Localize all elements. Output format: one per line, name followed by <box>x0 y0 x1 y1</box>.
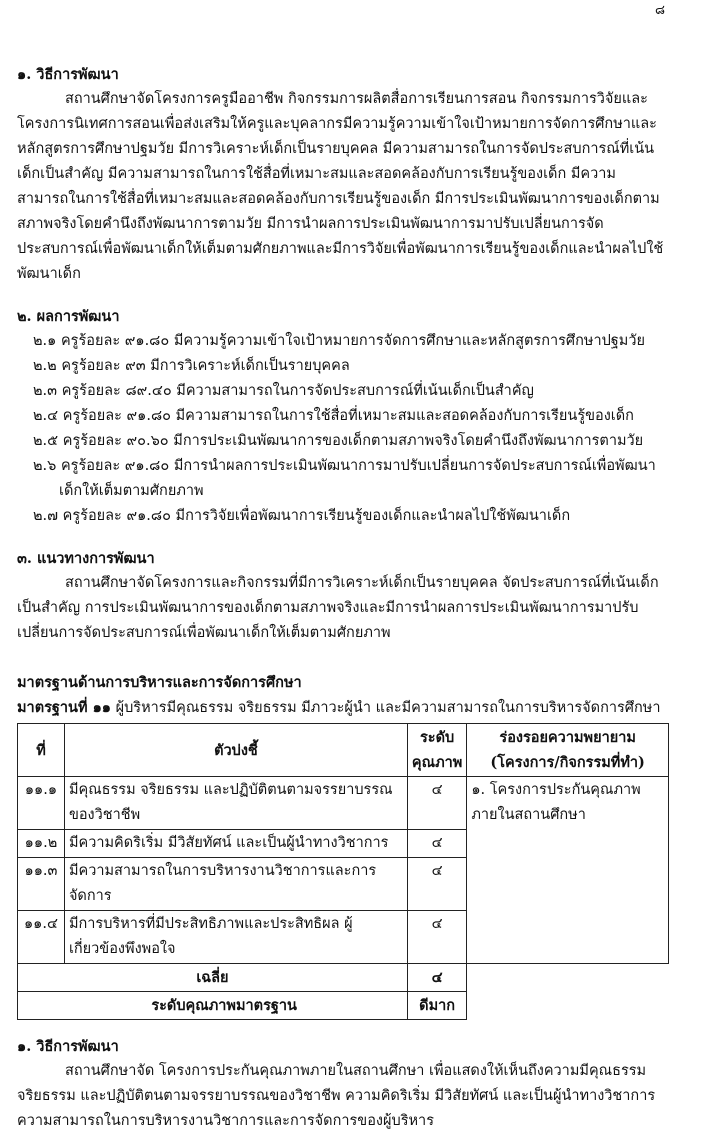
indicator-level: ๔ <box>407 830 466 858</box>
header-evidence: ร่องรอยความพยายาม (โครงการ/กิจกรรมที่ทำ) <box>467 724 669 777</box>
indicator-text: มีความสามารถในการบริหารงานวิชาการและการจัดการ <box>64 858 407 911</box>
standard-statement <box>17 695 667 721</box>
indicator-number: ๑๑.๑ <box>18 777 65 830</box>
header-indicator: ตัวบ่งชี้ <box>64 724 407 777</box>
section-paragraph: สถานศึกษาจัด โครงการประกันคุณภาพภายในสถานศึกษา เพื่อแสดงให้เห็นถึงความมีคุณธรรม จริยธรรม และปฏิบัติตนตามจรรยาบรรณของวิชาชีพ ความคิดริเริ่ม มีวิสัยทัศน์ และเป็นผู้นำทางวิชาการ ความสามารถในการบริหารงานวิชาการและการจัดการของผู้บริหาร <box>17 1063 656 1129</box>
indicator-number: ๑๑.๔ <box>18 911 65 964</box>
list-item: ๒.๓ ครูร้อยละ ๘๙.๔๐ มีความสามารถในการจัดประสบการณ์ที่เน้นเด็กเป็นสำคัญ <box>33 383 534 399</box>
indicator-text: มีการบริหารที่มีประสิทธิภาพและประสิทธิผล ผู้เกี่ยวข้องพึงพอใจ <box>64 911 407 964</box>
standard-table <box>17 723 669 1020</box>
average-label: เฉลี่ย <box>18 964 408 992</box>
indicator-level: ๔ <box>407 858 466 911</box>
list-item: ๒.๑ ครูร้อยละ ๙๑.๘๐ มีความรู้ความเข้าใจเป้าหมายการจัดการศึกษาและหลักสูตรการศึกษาปฐมวัย <box>33 333 646 349</box>
indicator-level: ๔ <box>407 777 466 830</box>
list-item: ๒.๒ ครูร้อยละ ๙๓ มีการวิเคราะห์เด็กเป็นรายบุคคล <box>33 358 350 374</box>
standard-label: มาตรฐานที่ ๑๑ <box>17 699 111 716</box>
section-heading: ๑. วิธีการพัฒนา <box>17 66 119 83</box>
indicator-level: ๔ <box>407 911 466 964</box>
development-method-section <box>17 62 667 287</box>
document-body <box>17 62 667 1134</box>
page-number: ๘ <box>654 3 665 18</box>
indicator-number: ๑๑.๒ <box>18 830 65 858</box>
standard-group-title: มาตรฐานด้านการบริหารและการจัดการศึกษา <box>17 674 302 691</box>
development-guideline-section <box>17 546 667 646</box>
header-level: ระดับคุณภาพ <box>407 724 466 777</box>
development-method-section-2 <box>17 1034 667 1134</box>
evidence-cell: ๑. โครงการประกันคุณภาพภายในสถานศึกษา <box>467 777 669 964</box>
quality-value: ดีมาก <box>407 992 466 1020</box>
section-paragraph: สถานศึกษาจัดโครงการครูมืออาชีพ กิจกรรมการผลิตสื่อการเรียนการสอน กิจกรรมการวิจัยและโครงการนิเทศการสอนเพื่อส่งเสริมให้ครูและบุคลากรมีความรู้ความเข้าใจเป้าหมายการจัดการศึกษาและหลักสูตรการศึกษาปฐมวัย มีการวิเคราะห์เด็กเป็นรายบุคคล มีความสามารถในการจัดประสบการณ์ที่เน้นเด็กเป็นสำคัญ มีความสามารถในการใช้สื่อที่เหมาะสมและสอดคล้องกับการเรียนรู้ของเด็ก มีความสามารถในการใช้สื่อที่เหมาะสมและสอดคล้องกับการเรียนรู้ของเด็ก มีการประเมินพัฒนาการของเด็กตามสภาพจริงโดยคำนึงถึงพัฒนาการตามวัย มีการนำผลการประเมินพัฒนาการมาปรับเปลี่ยนการจัดประสบการณ์เพื่อพัฒนาเด็กให้เต็มตามศักยภาพและมีการวิจัยเพื่อพัฒนาการเรียนรู้ของเด็กและนำผลไปใช้พัฒนาเด็ก <box>17 91 664 282</box>
standard-text: ผู้บริหารมีคุณธรรม จริยธรรม มีภาวะผู้นำ และมีความสามารถในการบริหารจัดการศึกษา <box>110 700 661 716</box>
average-row <box>18 964 669 992</box>
list-item: ๒.๗ ครูร้อยละ ๙๑.๘๐ มีการวิจัยเพื่อพัฒนาการเรียนรู้ของเด็กและนำผลไปใช้พัฒนาเด็ก <box>33 508 571 524</box>
list-item: ๒.๕ ครูร้อยละ ๙๐.๖๐ มีการประเมินพัฒนาการของเด็กตามสภาพจริงโดยคำนึงถึงพัฒนาการตามวัย <box>33 433 644 449</box>
results-list <box>17 329 667 529</box>
list-item: ๒.๔ ครูร้อยละ ๙๑.๘๐ มีความสามารถในการใช้สื่อที่เหมาะสมและสอดคล้องกับการเรียนรู้ของเด็ก <box>33 408 634 424</box>
development-results-section <box>17 304 667 529</box>
indicator-text: มีคุณธรรม จริยธรรม และปฏิบัติตนตามจรรยาบรรณของวิชาชีพ <box>64 777 407 830</box>
section-paragraph: สถานศึกษาจัดโครงการและกิจกรรมที่มีการวิเคราะห์เด็กเป็นรายบุคคล จัดประสบการณ์ที่เน้นเด็กเป็นสำคัญ การประเมินพัฒนาการของเด็กตามสภาพจริงและมีการนำผลการประเมินพัฒนาการมาปรับเปลี่ยนการจัดประสบการณ์เพื่อพัฒนาเด็กให้เต็มตามศักยภาพ <box>17 575 659 641</box>
list-item: ๒.๖ ครูร้อยละ ๙๑.๘๐ มีการนำผลการประเมินพัฒนาการมาปรับเปลี่ยนการจัดประสบการณ์เพื่อพัฒนาเด็กให้เต็มตามศักยภาพ <box>33 458 656 499</box>
header-no: ที่ <box>18 724 65 777</box>
section-heading: ๑. วิธีการพัฒนา <box>17 1038 119 1055</box>
table-row <box>18 777 669 830</box>
quality-row <box>18 992 669 1020</box>
average-value: ๔ <box>407 964 466 992</box>
section-heading: ๒. ผลการพัฒนา <box>17 308 120 325</box>
indicator-number: ๑๑.๓ <box>18 858 65 911</box>
quality-label: ระดับคุณภาพมาตรฐาน <box>18 992 408 1020</box>
indicator-text: มีความคิดริเริ่ม มีวิสัยทัศน์ และเป็นผู้นำทางวิชาการ <box>64 830 407 858</box>
section-heading: ๓. แนวทางการพัฒนา <box>17 550 155 567</box>
table-header-row <box>18 724 669 777</box>
